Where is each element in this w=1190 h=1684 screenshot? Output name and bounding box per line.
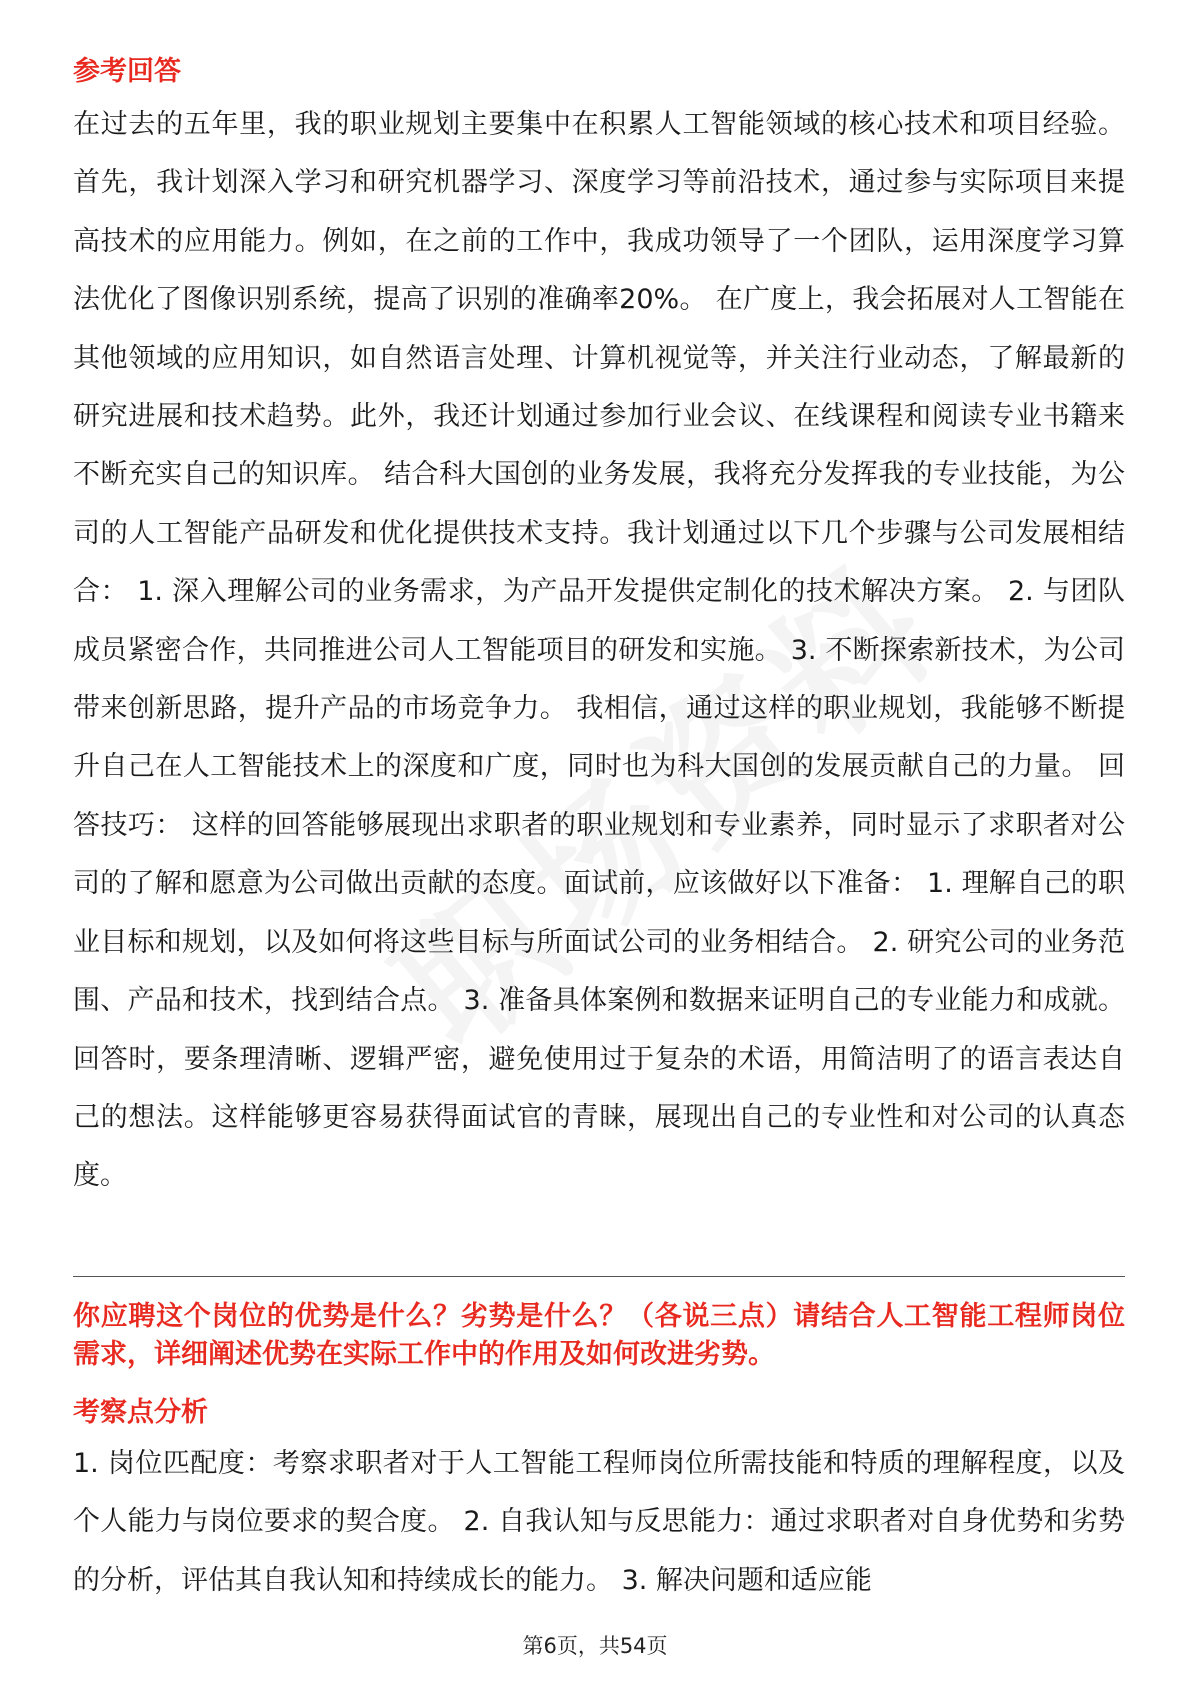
reference-answer-text: 在过去的五年里，我的职业规划主要集中在积累人工智能领域的核心技术和项目经验。首先，我计划深入学习和研究机器学习、深度学习等前沿技术，通过参与实际项目来提高技术的应用能力。例如，在之前的工作中，我成功领导了一个团队，运用深度学习算法优化了图像识别系统，提高了识别的准确率20%。 在广度上，我会拓展对人工智能在其他领域的应用知识，如自然语言处理、计算机视觉等，并关注行业动态，了解最新的研究进展和技术趋势。此外，我还计划通过参加行业会议、在线课程和阅读专业书籍来不断充实自己的知识库。 结合科大国创的业务发展，我将充分发挥我的专业技能，为公司的人工智能产品研发和优化提供技术支持。我计划通过以下几个步骤与公司发展相结合： 1. 深入理解公司的业务需求，为产品开发提供定制化的技术解决方案。 2. 与团队成员紧密合作，共同推进公司人工智能项目的研发和实施。 3. 不断探索新技术，为公司带来创新思路，提升产品的市场竞争力。 我相信，通过这样的职业规划，我能够不断提升自己在人工智能技术上的深度和广度，同时也为科大国创的发展贡献自己的力量。 回答技巧： 这样的回答能够展现出求职者的职业规划和专业素养，同时显示了求职者对公司的了解和愿意为公司做出贡献的态度。面试前，应该做好以下准备： 1. 理解自己的职业目标和规划，以及如何将这些目标与所面试公司的业务相结合。 2. 研究公司的业务范围、产品和技术，找到结合点。 3. 准备具体案例和数据来证明自己的专业能力和成就。 回答时，要条理清晰、逻辑严密，避免使用过于复杂的术语，用简洁明了的语言表达自己的想法。这样能够更容易获得面试官的青睐，展现出自己的专业性和对公司的认真态度。 [73,109,1125,1192]
page-number: 第6页，共54页 [522,1634,668,1658]
analysis-text: 1. 岗位匹配度：考察求职者对于人工智能工程师岗位所需技能和特质的理解程度，以及个人能力与岗位要求的契合度。 2. 自我认知与反思能力：通过求职者对自身优势和劣势的分析，评估其自我认知和持续成长的能力。 3. 解决问题和适应能 [73,1448,1125,1596]
interview-question: 你应聘这个岗位的优势是什么？劣势是什么？（各说三点）请结合人工智能工程师岗位需求，详细阐述优势在实际工作中的作用及如何改进劣势。 [73,1301,1125,1370]
analysis-heading: 考察点分析 [73,1397,208,1428]
reference-answer-heading: 参考回答 [73,56,181,87]
section-divider [73,1276,1125,1277]
